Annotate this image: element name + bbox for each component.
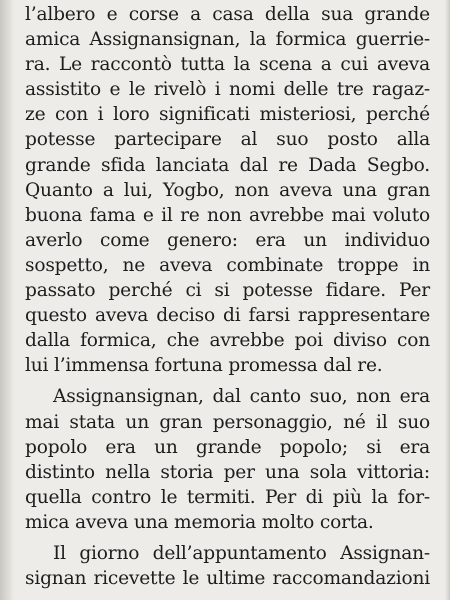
page-edge-shadow: [445, 0, 450, 600]
text-line: ze con i loro significati misteriosi, perché: [25, 104, 430, 126]
text-line: sospetto, ne aveva combinate troppe in: [25, 254, 430, 276]
text-line: distinto nella storia per una sola vittoria:: [25, 461, 430, 483]
text-line: signan ricevette le ultime raccomandazioni: [25, 568, 430, 590]
text-line: mai stata un gran personaggio, né il suo: [25, 411, 430, 433]
text-line: lui l’immensa fortuna promessa dal re.: [25, 355, 383, 377]
paragraph-1: [25, 2, 430, 378]
paragraph-2: [25, 384, 430, 535]
text-line: dalla formica, che avrebbe poi diviso con: [25, 330, 430, 352]
text-line: questo aveva deciso di farsi rappresentare: [25, 305, 430, 327]
text-line: quella contro le termiti. Per di più la for-: [25, 486, 430, 508]
text-line: l’albero e corse a casa della sua grande: [25, 4, 430, 25]
text-line: ra. Le raccontò tutta la scena a cui aveva: [25, 54, 430, 76]
text-line: grande sfida lanciata dal re Dada Segbo.: [25, 154, 430, 176]
text-line: buona fama e il re non avrebbe mai voluto: [25, 204, 430, 226]
text-line: averlo come genero: era un individuo: [25, 229, 430, 251]
text-line: assistito e le rivelò i nomi delle tre ragaz-: [25, 79, 430, 101]
text-line: passato perché ci si potesse fidare. Per: [25, 280, 430, 302]
paragraph-3: [25, 541, 430, 591]
text-line: Quanto a lui, Yogbo, non aveva una gran: [25, 179, 430, 201]
text-line: Assignansignan, dal canto suo, non era: [53, 386, 430, 408]
text-line: Il giorno dell’appuntamento Assignan-: [53, 542, 430, 564]
text-line: potesse partecipare al suo posto alla: [25, 129, 430, 151]
page-gutter-shadow: [0, 0, 14, 600]
text-line: mica aveva una memoria molto corta.: [25, 511, 374, 533]
body-text: [25, 2, 430, 591]
text-line: amica Assignansignan, la formica guerrie-: [25, 29, 430, 51]
text-line: popolo era un grande popolo; si era: [25, 436, 430, 458]
